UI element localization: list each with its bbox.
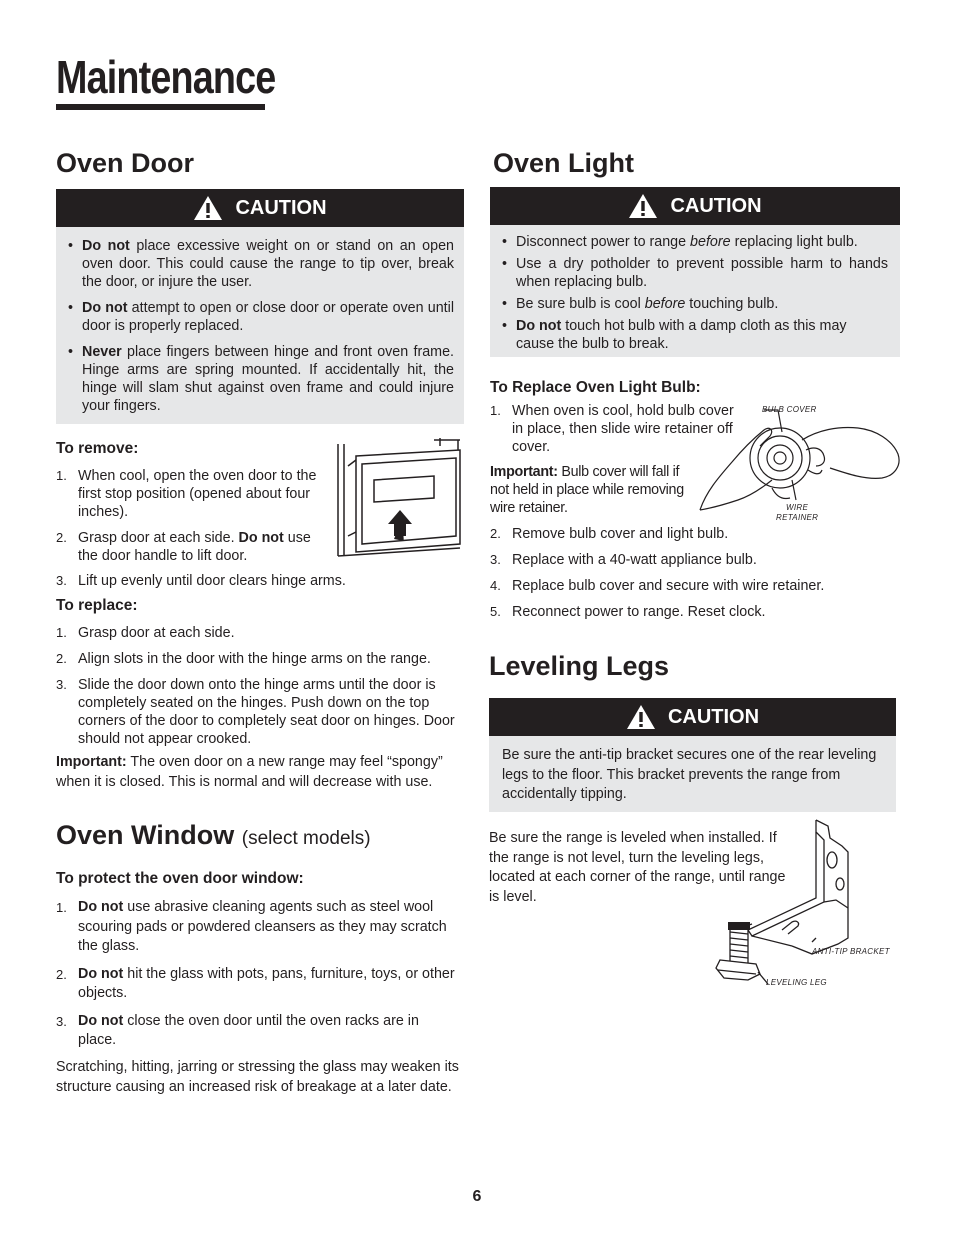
oven-door-caution-bar — [56, 189, 464, 227]
caution-label: CAUTION — [667, 705, 760, 728]
wire-label: WIRE — [786, 503, 809, 512]
oven-light-caution-bar — [490, 187, 900, 225]
page-title: Maintenance — [56, 51, 276, 103]
list-item: 3. Replace with a 40-watt appliance bulb. — [490, 552, 757, 568]
replace-bulb-heading: To Replace Oven Light Bulb: — [490, 379, 701, 396]
leveling-caution-bar — [489, 698, 896, 736]
oven-door-important-note: Important: The oven door on a new range may feel “spongy” when it is closed. This is normal and will decrease with use. — [56, 754, 443, 790]
retainer-label: RETAINER — [776, 513, 819, 522]
oven-window-heading: Oven Window (select models) — [56, 820, 371, 850]
caution-item: • Disconnect power to range before replacing light bulb. — [500, 233, 888, 251]
list-item: 2. Do not hit the glass with pots, pans, furniture, toys, or other objects. — [56, 965, 455, 1001]
caution-item: • Never place fingers between hinge and front oven frame. Hinge arms are spring mounted. If accidentally hit, the hinge will slam shut against oven frame and could injure your fingers. — [66, 343, 454, 415]
caution-item: • Use a dry potholder to prevent possible harm to hands when replacing bulb. — [500, 255, 888, 291]
list-item: 1. When cool, open the oven door to the first stop position (opened about four inches). — [56, 468, 317, 520]
list-item: 3. Lift up evenly until door clears hinge arms. — [56, 573, 346, 589]
oven-light-heading: Oven Light — [493, 148, 634, 178]
anti-tip-bracket-label: ANTI-TIP BRACKET — [812, 947, 890, 956]
caution-item: • Be sure bulb is cool before touching bulb. — [500, 295, 888, 313]
oven-door-caution-box — [56, 227, 464, 424]
page-number: 6 — [472, 1188, 482, 1205]
bulb-cover-label: BULB COVER — [762, 405, 817, 414]
anti-tip-bracket-illustration — [712, 818, 902, 990]
oven-light-caution-box — [490, 225, 900, 357]
remove-steps — [56, 467, 324, 573]
replace-steps — [56, 624, 464, 756]
list-item: 3. Do not close the oven door until the oven racks are in place. — [56, 1012, 419, 1048]
list-item: 1. Do not use abrasive cleaning agents such as steel wool scouring pads or powdered cleansers as they may scratch the glass. — [56, 899, 447, 954]
list-item: 2. Align slots in the door with the hinge arms on the range. — [56, 651, 431, 667]
warning-triangle-icon — [628, 193, 658, 219]
warning-triangle-icon — [193, 195, 223, 221]
leveling-body-text: Be sure the range is leveled when installed. If the range is not level, turn the leveling legs, located at each corner of the range, until range is level. — [489, 830, 786, 905]
caution-item: • Do not attempt to open or close door or operate oven until door is properly replaced. — [66, 299, 454, 335]
to-replace-heading: To replace: — [56, 597, 138, 614]
caution-item: • Do not touch hot bulb with a damp cloth as this may cause the bulb to break. — [500, 317, 888, 353]
bulb-steps — [490, 525, 900, 629]
remove-steps-continued — [56, 572, 464, 598]
caution-label: CAUTION — [670, 194, 762, 217]
leveling-legs-heading: Leveling Legs — [489, 651, 670, 681]
oven-window-heading-note: (select models) — [241, 828, 371, 849]
caution-item: • Do not place excessive weight on or stand on an open oven door. This could cause the range to tip over, break the door, or injure the user. — [66, 237, 454, 291]
warning-triangle-icon — [626, 704, 656, 730]
protect-window-heading: To protect the oven door window: — [56, 870, 304, 887]
caution-label: CAUTION — [235, 196, 327, 219]
bulb-cover-illustration — [698, 400, 902, 524]
window-closing-text: Scratching, hitting, jarring or stressing the glass may weaken its structure causing an increased risk of breakage at a later date. — [56, 1059, 459, 1095]
list-item: 2. Grasp door at each side. Do not use the door handle to lift door. — [56, 530, 311, 564]
list-item: 2. Remove bulb cover and light bulb. — [490, 526, 729, 542]
list-item: 5. Reconnect power to range. Reset clock. — [490, 604, 766, 620]
list-item: 1. When oven is cool, hold bulb cover in place, then slide wire retainer off cover. — [490, 403, 734, 455]
title-underline — [56, 104, 265, 110]
oven-door-heading: Oven Door — [56, 148, 195, 178]
leveling-caution-text: Be sure the anti-tip bracket secures one of the rear leveling legs to the floor. This bracket prevents the range from accidentally tipping. — [502, 747, 877, 802]
oven-door-illustration — [334, 436, 464, 562]
list-item: 4. Replace bulb cover and secure with wire retainer. — [490, 578, 825, 594]
list-item: 3. Slide the door down onto the hinge arms until the door is completely seated on the hinges. Push down on the top corners of the door to completely seat door on hinges. Door should not appear crooked. — [56, 677, 455, 747]
leveling-leg-label: LEVELING LEG — [766, 978, 827, 987]
leveling-caution-box — [489, 736, 896, 812]
bulb-important-note: Important: Bulb cover will fall if not held in place while removing wire retainer. — [490, 464, 684, 516]
window-steps — [56, 898, 456, 1059]
to-remove-heading: To remove: — [56, 440, 139, 457]
list-item: 1. Grasp door at each side. — [56, 625, 235, 641]
